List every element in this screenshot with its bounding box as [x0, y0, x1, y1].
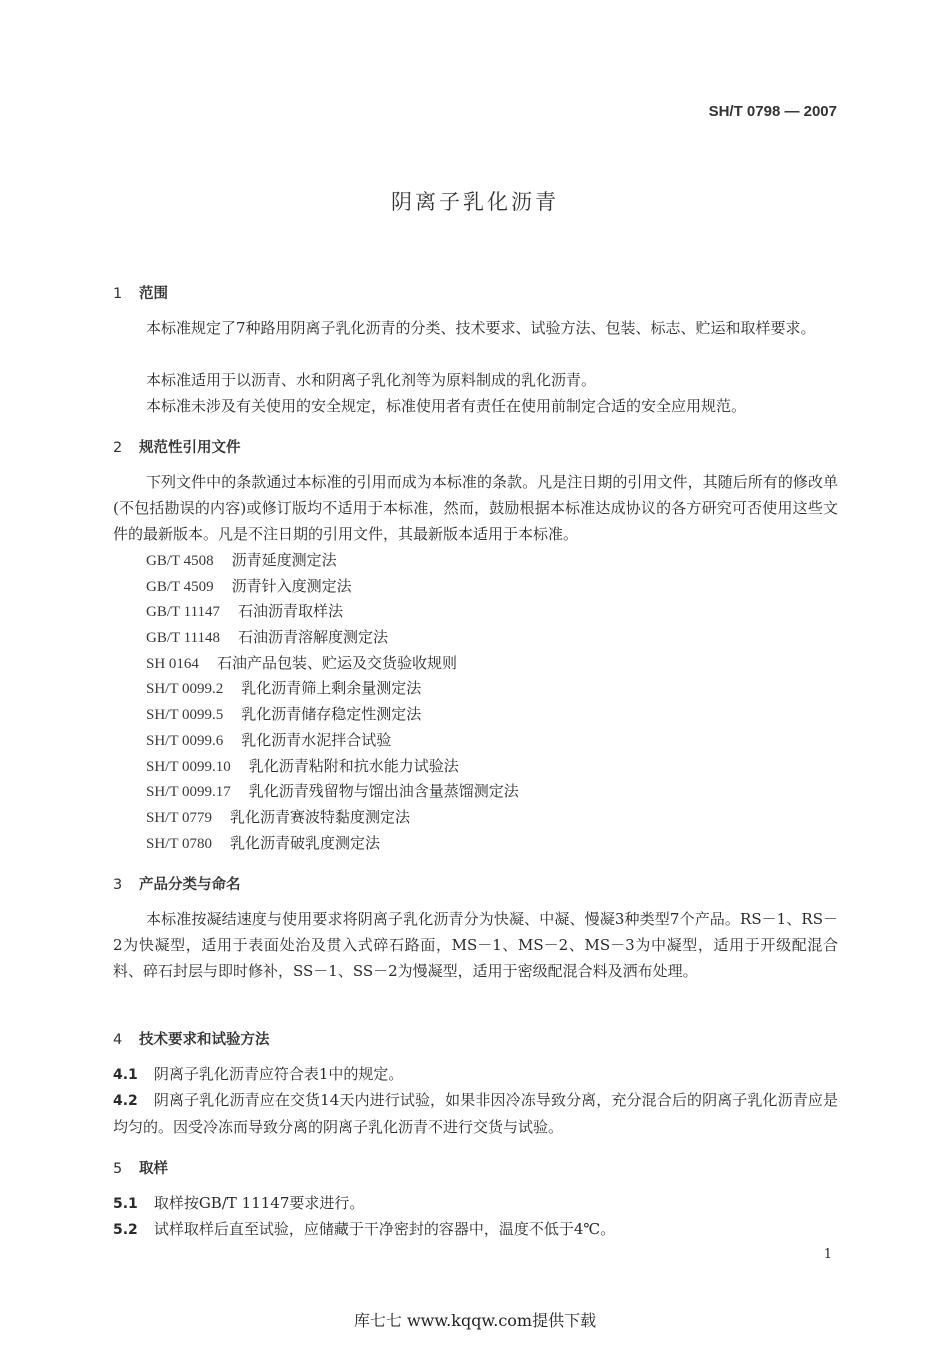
reference-code: SH 0164: [146, 656, 199, 672]
reference-item: [146, 653, 457, 674]
section-title: 技术要求和试验方法: [139, 1032, 270, 1048]
reference-name: 石油产品包装、贮运及交货验收规则: [216, 654, 457, 672]
reference-name: 乳化沥青赛波特黏度测定法: [229, 808, 410, 826]
subclause: [113, 1061, 838, 1088]
section-title: 产品分类与命名: [139, 877, 241, 893]
reference-name: 乳化沥青筛上剩余量测定法: [241, 679, 422, 697]
reference-code: GB/T 4508: [146, 553, 214, 569]
section-4-heading: [113, 1028, 270, 1049]
reference-item: [146, 756, 459, 777]
reference-item: [146, 833, 380, 854]
reference-item: [146, 807, 410, 828]
reference-name: 沥青针入度测定法: [231, 577, 352, 595]
reference-name: 乳化沥青破乳度测定法: [229, 834, 380, 852]
standard-code: SH/T 0798 — 2007: [708, 103, 837, 120]
subclause-text: 试样取样后直至试验，应储藏于干净密封的容器中，温度不低于4℃。: [153, 1220, 616, 1238]
reference-name: 乳化沥青水泥拌合试验: [241, 731, 392, 749]
subclause: [113, 1216, 838, 1243]
subclause-number: 5.2: [113, 1222, 138, 1238]
section-number: 4: [113, 1032, 123, 1048]
reference-code: GB/T 4509: [146, 579, 214, 595]
section-5-heading: [113, 1157, 168, 1178]
reference-code: SH/T 0099.17: [146, 784, 231, 800]
section-number: 1: [113, 286, 123, 302]
section-title: 规范性引用文件: [139, 440, 241, 456]
subclause-number: 4.2: [113, 1093, 138, 1109]
paragraph: 下列文件中的条款通过本标准的引用而成为本标准的条款。凡是注日期的引用文件，其随后所有的修改单(不包括勘误的内容)或修订版均不适用于本标准，然而，鼓励根据本标准达成协议的各方研究可否使用这些文件的最新版本。凡是不注日期的引用文件，其最新版本适用于本标准。: [113, 473, 838, 543]
subclause-number: 5.1: [113, 1196, 138, 1212]
reference-item: [146, 704, 421, 725]
reference-name: 乳化沥青粘附和抗水能力试验法: [248, 757, 459, 775]
section-title: 取样: [139, 1161, 168, 1177]
reference-code: GB/T 11147: [146, 604, 221, 620]
paragraph: 本标准未涉及有关使用的安全规定，标准使用者有责任在使用前制定合适的安全应用规范。: [146, 397, 747, 415]
paragraph: 本标准按凝结速度与使用要求将阴离子乳化沥青分为快凝、中凝、慢凝3种类型7个产品。RS－1、RS－2为快凝型，适用于表面处治及贯入式碎石路面，MS－1、MS－2、MS－3为中凝型，适用于开级配混合料、碎石封层与即时修补，SS－1、SS－2为慢凝型，适用于密级配混合料及洒布处理。: [113, 910, 838, 980]
section-3-heading: [113, 873, 241, 894]
reference-name: 石油沥青溶解度测定法: [238, 628, 389, 646]
section-1-heading: [113, 282, 168, 303]
reference-code: SH/T 0779: [146, 810, 212, 826]
page-title: 阴离子乳化沥青: [391, 190, 559, 214]
reference-item: [146, 730, 391, 751]
reference-code: SH/T 0099.5: [146, 707, 224, 723]
page-number: 1: [823, 1247, 832, 1262]
subclause-text: 阴离子乳化沥青应符合表1中的规定。: [153, 1065, 404, 1083]
section-number: 5: [113, 1161, 123, 1177]
reference-name: 沥青延度测定法: [231, 551, 337, 569]
reference-code: SH/T 0099.10: [146, 759, 231, 775]
reference-code: GB/T 11148: [146, 630, 221, 646]
reference-item: [146, 678, 421, 699]
section-2-heading: [113, 436, 241, 457]
reference-name: 石油沥青取样法: [238, 602, 344, 620]
reference-code: SH/T 0099.2: [146, 681, 224, 697]
subclause: [113, 1087, 838, 1140]
reference-name: 乳化沥青残留物与馏出油含量蒸馏测定法: [248, 782, 519, 800]
reference-item: [146, 576, 352, 597]
subclause-number: 4.1: [113, 1067, 138, 1083]
section-number: 2: [113, 440, 123, 456]
reference-item: [146, 627, 388, 648]
reference-item: [146, 550, 337, 571]
paragraph: 本标准适用于以沥青、水和阴离子乳化剂等为原料制成的乳化沥青。: [146, 371, 597, 389]
paragraph: 本标准规定了7种路用阴离子乳化沥青的分类、技术要求、试验方法、包装、标志、贮运和取样要求。: [146, 319, 816, 337]
subclause: [113, 1190, 838, 1217]
reference-item: [146, 601, 343, 622]
reference-code: SH/T 0780: [146, 836, 212, 852]
section-number: 3: [113, 877, 123, 893]
download-footer: 库七七 www.kqqw.com提供下载: [353, 1311, 597, 1330]
reference-name: 乳化沥青储存稳定性测定法: [241, 705, 422, 723]
section-title: 范围: [139, 286, 168, 302]
reference-item: [146, 781, 519, 802]
subclause-text: 阴离子乳化沥青应在交货14天内进行试验，如果非因冷冻导致分离，充分混合后的阴离子乳化沥青应是均匀的。因受冷冻而导致分离的阴离子乳化沥青不进行交货与试验。: [113, 1091, 838, 1136]
subclause-text: 取样按GB/T 11147要求进行。: [153, 1194, 365, 1212]
reference-code: SH/T 0099.6: [146, 733, 224, 749]
